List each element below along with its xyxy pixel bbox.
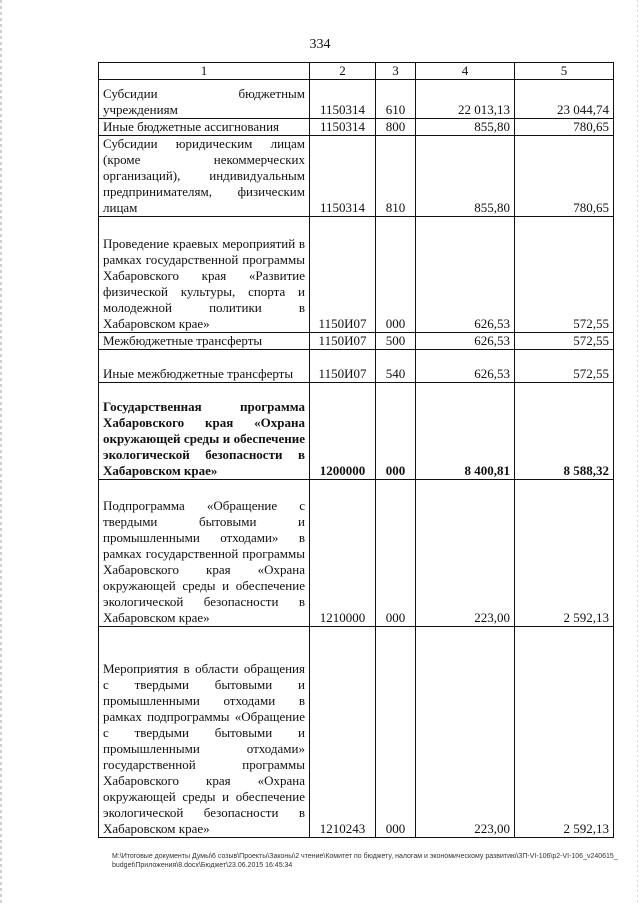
table-row: [99, 383, 614, 480]
row-value-4-cell: 223,00: [416, 627, 515, 838]
row-value-4-cell: 626,53: [416, 350, 515, 383]
header-cell-2: 2: [310, 63, 376, 80]
row-code-cell: 1210243: [310, 627, 376, 838]
row-value-4-cell: 8 400,81: [416, 383, 515, 480]
table-row: [99, 333, 614, 350]
row-value-4-cell: 22 013,13: [416, 80, 515, 119]
scan-edge-right: [637, 0, 638, 905]
row-value-5-cell: 572,55: [515, 217, 614, 333]
row-value-4-cell: 626,53: [416, 333, 515, 350]
row-name-cell: Подпрограмма «Обращение с твердыми бытовыми и промышленными отходами» в рамках государственной программы Хабаровского края «Охрана окружающей среды и обеспечение экологической безопасности в Хабаровском крае»: [99, 480, 310, 627]
row-type-cell: 000: [376, 383, 416, 480]
row-name-cell: Мероприятия в области обращения с твердыми бытовыми и промышленными отходами в рамках подпрограммы «Обращение с твердыми бытовыми и промышленными отходами» государственной программы Хабаровского края «Охрана окружающей среды и обеспечение экологической безопасности в Хабаровском крае»: [99, 627, 310, 838]
table-row: [99, 350, 614, 383]
row-code-cell: 1210000: [310, 480, 376, 627]
row-code-cell: 1150314: [310, 80, 376, 119]
row-name-cell: Иные бюджетные ассигнования: [99, 119, 310, 136]
row-type-cell: 000: [376, 480, 416, 627]
budget-table-body: [99, 63, 614, 838]
row-code-cell: 1150И07: [310, 350, 376, 383]
row-code-cell: 1150314: [310, 136, 376, 217]
row-value-4-cell: 855,80: [416, 136, 515, 217]
header-cell-3: 3: [376, 63, 416, 80]
page-number: 334: [309, 37, 331, 52]
row-name-cell: Межбюджетные трансферты: [99, 333, 310, 350]
row-code-cell: 1150И07: [310, 217, 376, 333]
budget-table: [98, 62, 614, 838]
row-type-cell: 810: [376, 136, 416, 217]
row-value-4-cell: 626,53: [416, 217, 515, 333]
row-type-cell: 000: [376, 627, 416, 838]
row-name-cell: Субсидии юридическим лицам (кроме некоммерческих организаций), индивидуальным предпринимателям, физическим лицам: [99, 136, 310, 217]
row-value-5-cell: 572,55: [515, 333, 614, 350]
row-value-5-cell: 8 588,32: [515, 383, 614, 480]
row-name-cell: Государственная программа Хабаровского края «Охрана окружающей среды и обеспечение экологической безопасности в Хабаровском крае»: [99, 383, 310, 480]
row-type-cell: 540: [376, 350, 416, 383]
table-row: [99, 217, 614, 333]
table-row: [99, 480, 614, 627]
table-row: [99, 627, 614, 838]
row-value-4-cell: 223,00: [416, 480, 515, 627]
row-type-cell: 000: [376, 217, 416, 333]
row-value-5-cell: 23 044,74: [515, 80, 614, 119]
row-type-cell: 610: [376, 80, 416, 119]
row-code-cell: 1200000: [310, 383, 376, 480]
row-value-5-cell: 2 592,13: [515, 627, 614, 838]
row-name-cell: Иные межбюджетные трансферты: [99, 350, 310, 383]
row-name-cell: Проведение краевых мероприятий в рамках государственной программы Хабаровского края «Развитие физической культуры, спорта и молодежной политики в Хабаровском крае»: [99, 217, 310, 333]
row-value-4-cell: 855,80: [416, 119, 515, 136]
header-cell-4: 4: [416, 63, 515, 80]
row-code-cell: 1150И07: [310, 333, 376, 350]
row-code-cell: 1150314: [310, 119, 376, 136]
table-row: [99, 136, 614, 217]
row-value-5-cell: 780,65: [515, 119, 614, 136]
scan-edge-left: [0, 0, 2, 905]
table-row: [99, 119, 614, 136]
row-value-5-cell: 780,65: [515, 136, 614, 217]
table-header-row: [99, 63, 614, 80]
row-value-5-cell: 572,55: [515, 350, 614, 383]
row-type-cell: 500: [376, 333, 416, 350]
row-value-5-cell: 2 592,13: [515, 480, 614, 627]
file-path-footer: M:\Итоговые документы Думы\6 созыв\Проекты\Законы\2 чтение\Комитет по бюджету, налогам и экономическому развитию\ЗП-VI-106\р2-VI-106_v240615_budget\Приложения\8.docx\Бюджет\23.06.2015 16:45:34: [112, 853, 618, 869]
row-type-cell: 800: [376, 119, 416, 136]
row-name-cell: Субсидии бюджетным учреждениям: [99, 80, 310, 119]
header-cell-1: 1: [99, 63, 310, 80]
header-cell-5: 5: [515, 63, 614, 80]
table-row: [99, 80, 614, 119]
